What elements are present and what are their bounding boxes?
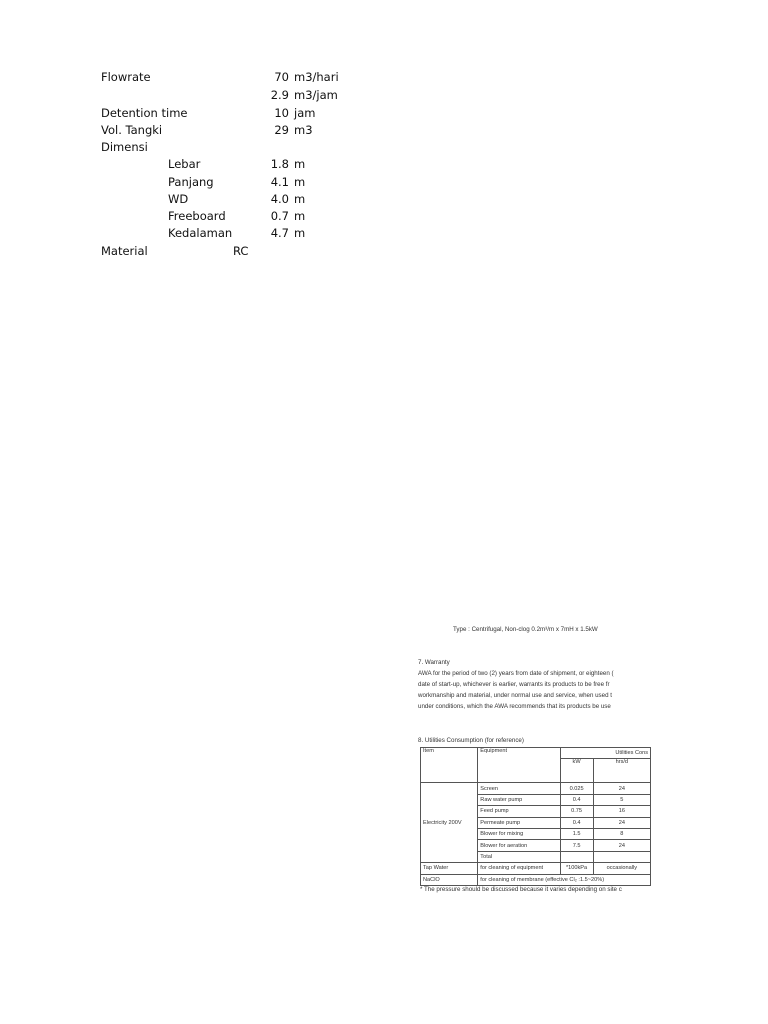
- hrs-cell: 24: [593, 840, 650, 851]
- dimension-label: Panjang: [168, 175, 214, 189]
- equipment-cell: Blower for mixing: [478, 828, 560, 839]
- equipment-cell: Raw water pump: [478, 794, 560, 805]
- hrs-cell: [593, 851, 650, 862]
- warranty-heading: 7. Warranty: [418, 659, 450, 666]
- volume-label: Vol. Tangki: [101, 123, 163, 137]
- dimension-unit: m: [294, 175, 306, 189]
- kw-cell: 0.4: [560, 794, 593, 805]
- equipment-cell: Total: [478, 851, 560, 862]
- kw-cell: 0.025: [560, 783, 593, 794]
- table-row: [421, 863, 651, 874]
- dimension-unit: m: [294, 226, 306, 240]
- table-header-row: [421, 748, 651, 759]
- dimension-unit: m: [294, 209, 306, 223]
- flowrate-label: Flowrate: [101, 70, 151, 84]
- utilities-heading: 8. Utilities Consumption (for reference): [418, 737, 524, 744]
- flowrate-hour-unit: m3/jam: [294, 88, 338, 102]
- equipment-cell: Feed pump: [478, 806, 560, 817]
- electricity-label: Electricity 200V: [421, 783, 478, 863]
- material-value: RC: [233, 244, 249, 258]
- flowrate-day-unit: m3/hari: [294, 70, 339, 84]
- naclo-item: NaClO: [421, 874, 478, 885]
- pasted-spec-excerpt: [416, 615, 651, 910]
- dimension-value: 4.7: [270, 226, 289, 240]
- dimension-label: WD: [168, 192, 189, 206]
- flowrate-day-value: 70: [274, 70, 289, 84]
- hrs-cell: 24: [593, 783, 650, 794]
- equipment-cell: Screen: [478, 783, 560, 794]
- kw-cell: 0.75: [560, 806, 593, 817]
- dimension-label: Kedalaman: [168, 226, 233, 240]
- equipment-cell: Blower for aeration: [478, 840, 560, 851]
- detention-value: 10: [274, 106, 289, 120]
- volume-value: 29: [274, 123, 289, 137]
- utilities-table: [420, 747, 651, 886]
- tap-water-hrs: occasionally: [593, 863, 650, 874]
- pump-type-line: Type : Centrifugal, Non-clog 0.2m³/m x 7mH x 1.5kW: [453, 626, 598, 633]
- header-utilities: Utilities Cons: [560, 748, 650, 759]
- header-kw: kW: [560, 759, 593, 783]
- material-label: Material: [101, 244, 148, 258]
- tap-water-kw: *100kPa: [560, 863, 593, 874]
- hrs-cell: 5: [593, 794, 650, 805]
- header-hrs: hrs/d: [593, 759, 650, 783]
- dimensi-label: Dimensi: [101, 140, 148, 154]
- table-row: [421, 783, 651, 794]
- hrs-cell: 24: [593, 817, 650, 828]
- dimension-value: 4.0: [270, 192, 289, 206]
- flowrate-hour-value: 2.9: [270, 88, 289, 102]
- kw-cell: 7.5: [560, 840, 593, 851]
- dimension-value: 4.1: [270, 175, 289, 189]
- kw-cell: [560, 851, 593, 862]
- dimension-unit: m: [294, 192, 306, 206]
- table-row: [421, 874, 651, 885]
- hrs-cell: 8: [593, 828, 650, 839]
- hrs-cell: 16: [593, 806, 650, 817]
- tap-water-equipment: for cleaning of equipment: [478, 863, 560, 874]
- dimension-value: 0.7: [270, 209, 289, 223]
- warranty-line: date of start-up, whichever is earlier, warrants its products to be free fr: [418, 681, 610, 688]
- equipment-cell: Permeate pump: [478, 817, 560, 828]
- table-footnote: * The pressure should be discussed because it varies depending on site c: [420, 886, 622, 893]
- dimension-label: Lebar: [168, 157, 201, 171]
- warranty-line: workmanship and material, under normal use and service, when used t: [418, 692, 612, 699]
- warranty-line: under conditions, which the AWA recommends that its products be use: [418, 703, 611, 710]
- dimension-value: 1.8: [270, 157, 289, 171]
- dimension-label: Freeboard: [168, 209, 226, 223]
- detention-unit: jam: [294, 106, 316, 120]
- naclo-equipment: for cleaning of membrane (effective Cl₂ :1.5~20%): [478, 874, 651, 885]
- header-item: Item: [421, 748, 478, 783]
- tank-calculation-block: [0, 0, 420, 270]
- volume-unit: m3: [294, 123, 313, 137]
- header-equipment: Equipment: [478, 748, 560, 783]
- kw-cell: 1.5: [560, 828, 593, 839]
- tap-water-item: Tap Water: [421, 863, 478, 874]
- detention-label: Detention time: [101, 106, 188, 120]
- warranty-line: AWA for the period of two (2) years from date of shipment, or eighteen (: [418, 670, 614, 677]
- dimension-unit: m: [294, 157, 306, 171]
- kw-cell: 0.4: [560, 817, 593, 828]
